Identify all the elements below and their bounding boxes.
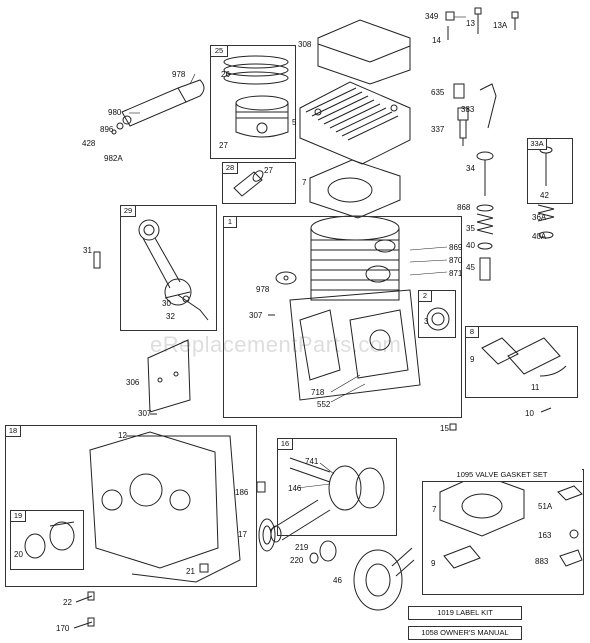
part-label: 186 <box>235 488 249 497</box>
part-label: 349 <box>425 12 439 21</box>
part-label: 36A <box>532 213 547 222</box>
owners-manual-note: 1058 OWNER'S MANUAL <box>408 626 522 640</box>
part-label: 869 <box>449 243 463 252</box>
part-label: 11 <box>531 383 540 392</box>
part-label: 9 <box>470 355 475 364</box>
part-label: 337 <box>431 125 445 134</box>
group-tag-29: 29 <box>120 205 136 217</box>
group-tag-33A: 33A <box>527 138 547 150</box>
part-label: 5 <box>292 118 297 127</box>
part-label: 12 <box>118 431 127 440</box>
group-tag-1: 1 <box>223 216 237 228</box>
part-label: 163 <box>538 531 552 540</box>
part-label: 170 <box>56 624 70 633</box>
part-label: 383 <box>461 105 475 114</box>
part-label: 27 <box>264 166 273 175</box>
label-kit-note: 1019 LABEL KIT <box>408 606 522 620</box>
part-label: 308 <box>298 40 312 49</box>
part-label: 10 <box>525 409 534 418</box>
group-tag-28: 28 <box>222 162 238 174</box>
part-label: 868 <box>457 203 471 212</box>
part-label: 7 <box>302 178 307 187</box>
part-label: 40A <box>532 232 547 241</box>
part-label: 9 <box>431 559 436 568</box>
part-label: 20 <box>14 550 23 559</box>
part-label: 30 <box>162 299 171 308</box>
group-tag-8: 8 <box>465 326 479 338</box>
group-tag-2: 2 <box>418 290 432 302</box>
part-label: 3 <box>424 317 429 326</box>
part-label: 40 <box>466 241 475 250</box>
group-tag-18: 18 <box>5 425 21 437</box>
part-label: 21 <box>186 567 195 576</box>
part-label: 46 <box>333 576 342 585</box>
group-tag-25: 25 <box>210 45 228 57</box>
part-label: 220 <box>290 556 304 565</box>
part-label: 42 <box>540 191 549 200</box>
part-label: 428 <box>82 139 96 148</box>
timing-gear-icon <box>310 541 336 563</box>
group-tag-16: 16 <box>277 438 293 450</box>
part-label: 980 <box>108 108 122 117</box>
part-label: 17 <box>238 530 247 539</box>
part-label: 27 <box>219 141 228 150</box>
part-label: 307 <box>249 311 263 320</box>
part-label: 552 <box>317 400 331 409</box>
part-label: 741 <box>305 457 319 466</box>
part-label: 978 <box>172 70 186 79</box>
part-label: 7 <box>432 505 437 514</box>
part-label: 51A <box>538 502 553 511</box>
part-label: 34 <box>466 164 475 173</box>
valve-gasket-set-title: 1095 VALVE GASKET SET <box>422 469 582 482</box>
part-label: 871 <box>449 269 463 278</box>
part-label: 306 <box>126 378 140 387</box>
part-label: 32 <box>166 312 175 321</box>
part-label: 13A <box>493 21 508 30</box>
part-label: 146 <box>288 484 302 493</box>
part-label: 14 <box>432 36 441 45</box>
cylinder-head-icon <box>300 82 410 164</box>
part-label: 896 <box>100 125 114 134</box>
part-label: 31 <box>83 246 92 255</box>
head-gasket-icon <box>310 160 400 218</box>
valve-gasket-set-box <box>422 469 584 595</box>
part-label: 15 <box>440 424 449 433</box>
part-label: 718 <box>311 388 325 397</box>
part-label: 35 <box>466 224 475 233</box>
part-label: 13 <box>466 19 475 28</box>
bearing-icon <box>259 519 275 551</box>
part-label: 22 <box>63 598 72 607</box>
heat-shield-icon <box>318 20 410 84</box>
dipper-icon <box>94 252 100 268</box>
part-label: 635 <box>431 88 445 97</box>
group-tag-19: 19 <box>10 510 26 522</box>
group-box-8 <box>465 326 578 398</box>
part-label: 307 <box>138 409 152 418</box>
part-label: 45 <box>466 263 475 272</box>
part-label: 870 <box>449 256 463 265</box>
part-label: 982A <box>104 154 123 163</box>
part-label: 26 <box>221 70 230 79</box>
watermark: eReplacementParts.com <box>150 332 402 357</box>
camshaft-icon <box>354 548 414 610</box>
spark-plug-icon <box>454 84 496 146</box>
part-label: 219 <box>295 543 309 552</box>
part-label: 978 <box>256 285 270 294</box>
breather-tube-icon <box>112 80 204 134</box>
part-label: 883 <box>535 557 549 566</box>
